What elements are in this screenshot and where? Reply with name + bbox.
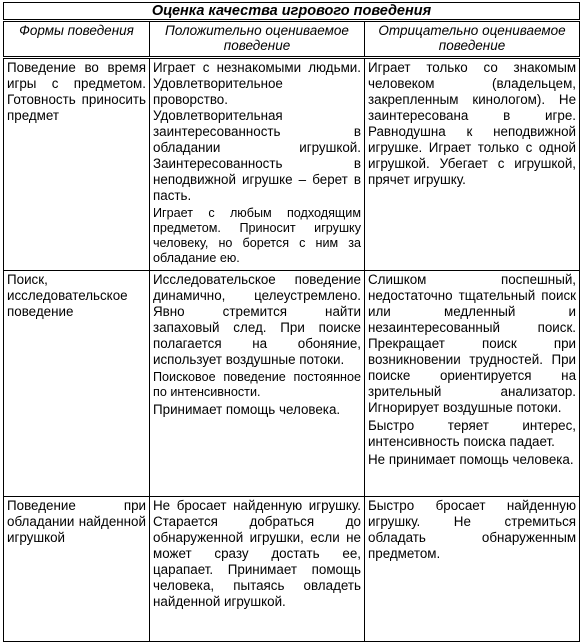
negative-text: Быстро бросает найденную игрушку. Не стремиться обладать обнаруженным предметом. xyxy=(368,498,577,561)
positive-text: Поисковое поведение постоянное по интенсивности. xyxy=(153,370,361,399)
positive-text: Играет с незнакомыми людьми. Удовлетворительное проворство. Удовлетворительная заинтересованность в обладании игрушкой. Заинтересованность в неподвижной игрушке – берет в пасть. xyxy=(153,60,361,203)
positive-text: Не бросает найденную игрушку. Старается добраться до обнаруженной игрушки, если не может сразу достать ее, царапает. Принимает помощь человека, пытаясь овладеть найденной игрушкой. xyxy=(153,498,361,609)
form-text: Поиск, исследовательское поведение xyxy=(7,272,128,319)
negative-text: Быстро теряет интерес, интенсивность поиска падает. xyxy=(368,418,577,449)
header-negative: Отрицательно оцениваемое поведение xyxy=(365,21,580,58)
negative-cell xyxy=(365,271,580,497)
negative-cell xyxy=(365,58,580,271)
positive-text: Принимает помощь человека. xyxy=(153,402,341,417)
table-row xyxy=(4,58,580,271)
positive-cell xyxy=(150,271,365,497)
form-text: Поведение во время игры с предметом. Готовность приносить предмет xyxy=(7,60,146,123)
negative-text: Не принимает помощь человека. xyxy=(368,452,574,467)
behavior-evaluation-table xyxy=(3,2,580,642)
table-title: Оценка качества игрового поведения xyxy=(4,3,580,21)
table-row xyxy=(4,497,580,642)
title-row xyxy=(4,3,580,21)
positive-text: Играет с любым подходящим предметом. Приносит игрушку человеку, но борется с ним за обладание ею. xyxy=(153,206,361,265)
document-page xyxy=(3,2,579,642)
negative-cell xyxy=(365,497,580,642)
form-cell xyxy=(4,271,150,497)
header-row xyxy=(4,21,580,58)
header-forms: Формы поведения xyxy=(4,21,150,58)
negative-text: Играет только со знакомым человеком (владельцем, закрепленным кинологом). Не заинтересована в игре. Равнодушна к неподвижной игрушке. Играет только с одной игрушкой. Убегает с игрушкой, прячет игрушку. xyxy=(368,60,577,187)
form-cell xyxy=(4,58,150,271)
table-row xyxy=(4,271,580,497)
form-text: Поведение при обладании найденной игрушкой xyxy=(7,498,146,545)
positive-cell xyxy=(150,497,365,642)
positive-cell xyxy=(150,58,365,271)
form-cell xyxy=(4,497,150,642)
positive-text: Исследовательское поведение динамично, целеустремлено. Явно стремится найти запаховый след. При поиске полагается на обоняние, использует воздушные потоки. xyxy=(153,272,361,367)
negative-text: Слишком поспешный, недостаточно тщательный поиск или медленный и незаинтересованный поиск. Прекращает поиск при возникновении трудностей. При поиске ориентируется на зрительный анализатор. Игнорирует воздушные потоки. xyxy=(368,272,577,415)
header-positive: Положительно оцениваемое поведение xyxy=(150,21,365,58)
